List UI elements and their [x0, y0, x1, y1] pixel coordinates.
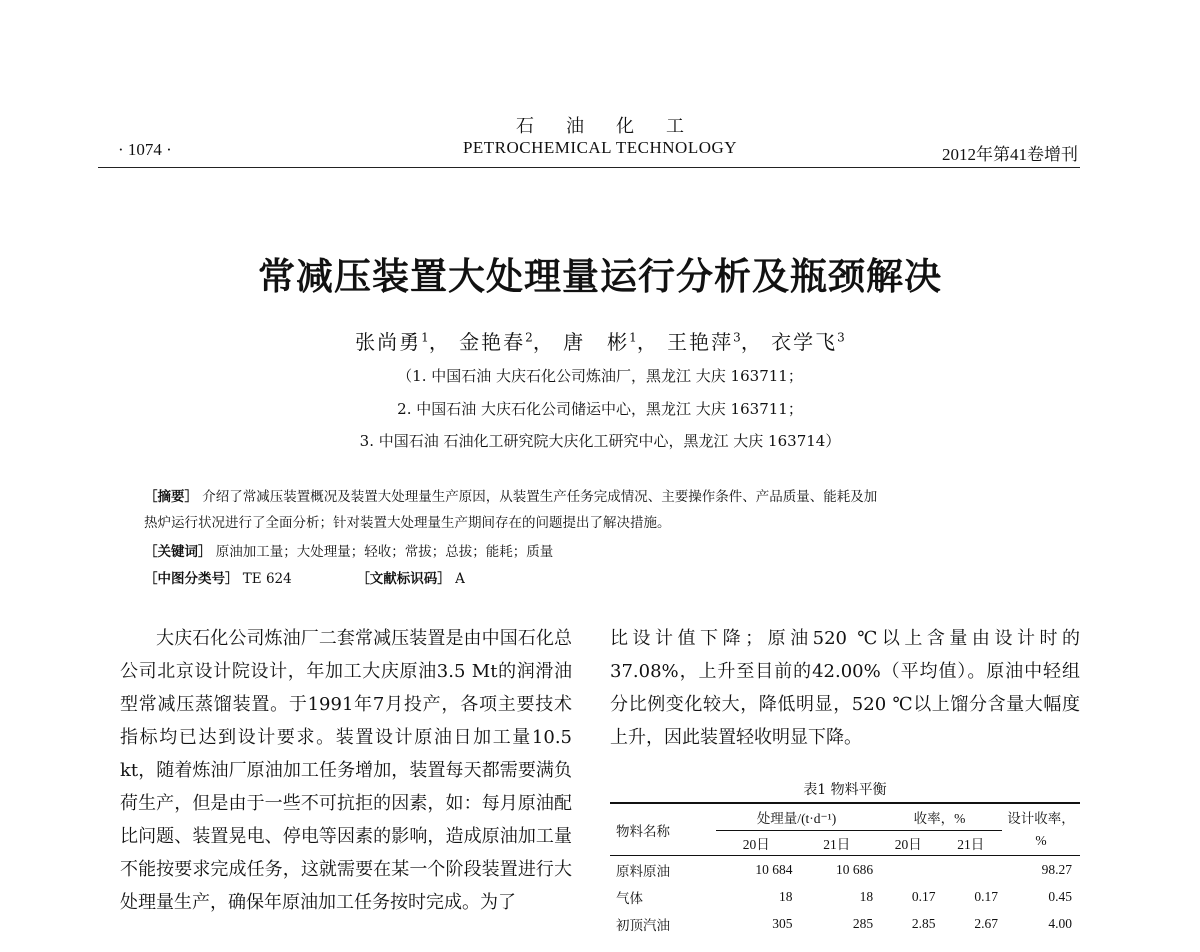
cell-design-yield: 98.27: [1041, 861, 1072, 877]
subheader-throughput-20: 20日: [716, 831, 797, 856]
doc-code-value: A: [455, 571, 465, 587]
cell-design-yield: 0.45: [1048, 888, 1072, 904]
keywords-line: [144, 541, 553, 563]
author-4: 王艳萍$^3$，: [667, 330, 763, 354]
material-balance-table: [610, 802, 1080, 937]
cell-yield-21: 0.17: [974, 888, 998, 904]
body-right-column: 比设计值下降；原油520 ℃以上含量由设计时的37.08%，上升至目前的42.00%（平均值）。原油中轻组分比例变化较大，降低明显，520 ℃以上馏分含量大幅度上升，因此装置轻收明显下降。: [610, 628, 1080, 748]
cell-yield-20: [877, 856, 939, 884]
cell-yield-21: [940, 856, 1002, 884]
header-throughput: 处理量/(t·d⁻¹): [716, 803, 877, 831]
author-1: 张尚勇$^1$，: [355, 330, 451, 354]
doc-code-label: ［文献标识码］: [356, 571, 451, 587]
journal-title-cn: 石油化工: [516, 116, 716, 137]
paper-title: 常减压装置大处理量运行分析及瓶颈解决: [258, 255, 942, 298]
cell-design-yield: 4.00: [1048, 915, 1072, 931]
page-number: · 1074 ·: [118, 140, 172, 159]
cell-throughput-21: 18: [859, 888, 874, 904]
body-left-column: 大庆石化公司炼油厂二套常减压装置是由中国石化总公司北京设计院设计，年加工大庆原油3.5 Mt的润滑油型常减压蒸馏装置。于1991年7月投产，各项主要技术指标均已达到设计要求。装置设计原油日加工量10.5 kt，随着炼油厂原油加工任务增加，装置每天都需要满负荷生产，但是由于一些不可抗拒的因素，如：每月原油配比问题、装置晃电、停电等因素的影响，造成原油加工量不能按要求完成任务，这就需要在某一个阶段装置进行大处理量生产，确保年原油加工任务按时完成。为了: [120, 628, 572, 913]
header-yield: 收率，%: [877, 803, 1002, 831]
subheader-throughput-21: 21日: [797, 831, 878, 856]
table-caption: 表1 物料平衡: [803, 782, 887, 798]
table-row: [610, 883, 1080, 910]
cell-throughput-21: 10 686: [835, 861, 874, 877]
author-3: 唐 彬$^1$，: [563, 330, 659, 354]
subheader-yield-21: 21日: [940, 831, 1002, 856]
cell-yield-21: 2.67: [974, 915, 998, 931]
class-label: ［中图分类号］: [144, 571, 239, 587]
table-row: [610, 856, 1080, 884]
header-material: 物料名称: [610, 803, 716, 856]
cell-throughput-21: 285: [852, 915, 874, 931]
header-rule: [98, 167, 1080, 168]
class-value: TE 624: [242, 571, 292, 587]
affiliation-1: （1. 中国石油 大庆石化公司炼油厂，黑龙江 大庆 163711；: [397, 367, 803, 385]
abstract-line-1: [144, 486, 877, 508]
author-list: [0, 326, 1200, 355]
cell-throughput-20: 18: [779, 888, 793, 904]
keywords-label: ［关键词］: [144, 544, 212, 560]
issue-info: 2012年第41卷增刊: [942, 145, 1078, 164]
journal-title-en: PETROCHEMICAL TECHNOLOGY: [462, 138, 738, 157]
classification-line: [144, 568, 465, 590]
abstract-line-2: 热炉运行状况进行了全面分析；针对装置大处理量生产期间存在的问题提出了解决措施。: [144, 515, 671, 531]
table-row: [610, 910, 1080, 937]
cell-name: 气体: [616, 890, 643, 906]
cell-name: 原料原油: [616, 863, 670, 879]
cell-throughput-20: 305: [772, 915, 793, 931]
cell-yield-20: 0.17: [911, 888, 936, 904]
cell-throughput-20: 10 684: [755, 861, 793, 877]
author-2: 金艳春$^2$，: [459, 330, 555, 354]
author-5: 衣学飞$^3$: [771, 330, 845, 354]
abstract-label: ［摘要］: [144, 489, 198, 505]
subheader-yield-20: 20日: [877, 831, 939, 856]
cell-yield-20: 2.85: [911, 915, 936, 931]
header-design-yield: 设计收率，%: [1002, 803, 1080, 856]
affiliation-2: 2. 中国石油 大庆石化公司储运中心，黑龙江 大庆 163711；: [397, 400, 803, 418]
keywords-text: 原油加工量；大处理量；轻收；常拔；总拔；能耗；质量: [215, 544, 554, 560]
cell-name: 初顶汽油: [616, 917, 670, 933]
affiliation-3: 3. 中国石油 石油化工研究院大庆化工研究中心，黑龙江 大庆 163714）: [359, 432, 841, 450]
abstract-text-1: 介绍了常减压装置概况及装置大处理量生产原因，从装置生产任务完成情况、主要操作条件、产品质量、能耗及加: [202, 489, 878, 505]
